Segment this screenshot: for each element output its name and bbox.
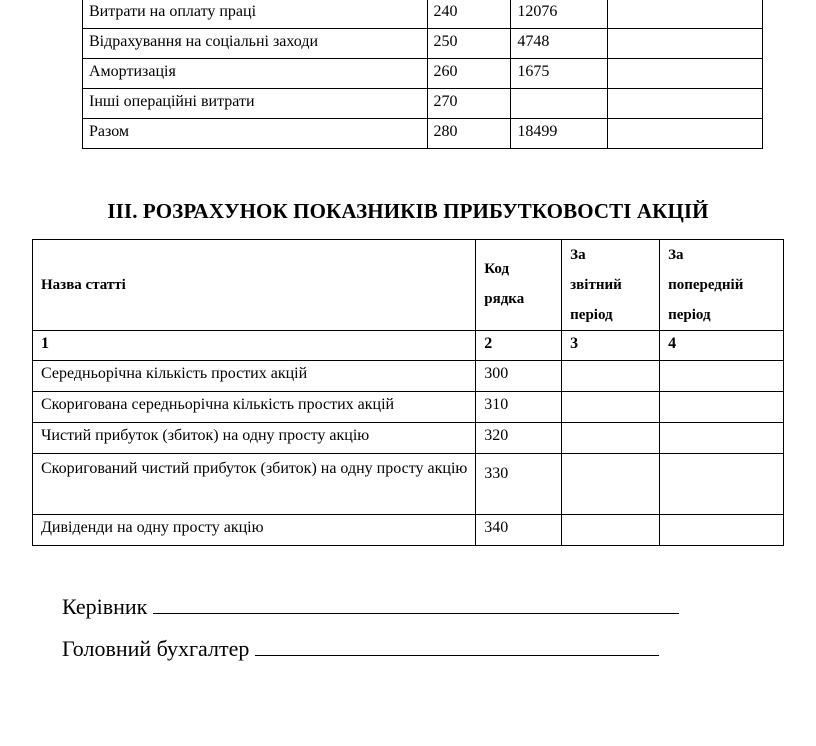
row-code: 340 <box>476 515 562 546</box>
header-previous-line: період <box>668 307 711 323</box>
column-number: 4 <box>660 331 784 361</box>
table-row <box>33 515 784 546</box>
accountant-signature-line <box>62 635 659 663</box>
expenses-table <box>82 0 763 149</box>
table-row <box>83 89 763 119</box>
row-code: 250 <box>427 29 511 59</box>
table-row <box>33 361 784 392</box>
column-number: 3 <box>562 331 660 361</box>
row-name: Відрахування на соціальні заходи <box>83 29 428 59</box>
header-previous-line: За <box>668 247 684 263</box>
row-current-value <box>562 423 660 454</box>
row-code: 300 <box>476 361 562 392</box>
header-current-line: За <box>570 247 586 263</box>
row-previous-value <box>608 29 763 59</box>
column-number-row <box>33 331 784 361</box>
row-code: 270 <box>427 89 511 119</box>
row-code: 320 <box>476 423 562 454</box>
row-name: Амортизація <box>83 59 428 89</box>
row-name: Скоригована середньорічна кількість простих акцій <box>33 392 476 423</box>
header-previous-period <box>660 240 784 331</box>
row-name: Скоригований чистий прибуток (збиток) на одну просту акцію <box>33 454 476 515</box>
header-name <box>33 240 476 331</box>
table-row <box>83 0 763 29</box>
row-previous-value <box>608 89 763 119</box>
row-previous-value <box>608 119 763 149</box>
table-row <box>83 59 763 89</box>
header-current-line: період <box>570 307 613 323</box>
director-label: Керівник <box>62 594 148 619</box>
row-current-value <box>562 392 660 423</box>
row-previous-value <box>660 392 784 423</box>
table-row <box>33 392 784 423</box>
accountant-label: Головний бухгалтер <box>62 636 250 661</box>
row-previous-value <box>608 0 763 29</box>
column-number: 2 <box>476 331 562 361</box>
row-name: Витрати на оплату праці <box>83 0 428 29</box>
director-signature-blank <box>153 593 679 614</box>
row-current-value: 18499 <box>511 119 608 149</box>
row-previous-value <box>660 423 784 454</box>
row-previous-value <box>608 59 763 89</box>
row-code: 260 <box>427 59 511 89</box>
row-current-value <box>511 89 608 119</box>
header-previous-line: попередній <box>668 277 744 293</box>
share-profitability-table <box>32 239 784 546</box>
table-row <box>83 119 763 149</box>
row-current-value <box>562 454 660 515</box>
header-code-line: Код <box>484 261 510 277</box>
row-code: 330 <box>476 454 562 515</box>
row-previous-value <box>660 361 784 392</box>
header-code-line: рядка <box>484 291 525 307</box>
row-current-value: 4748 <box>511 29 608 59</box>
table-row <box>33 423 784 454</box>
row-name: Інші операційні витрати <box>83 89 428 119</box>
row-name: Разом <box>83 119 428 149</box>
row-previous-value <box>660 515 784 546</box>
accountant-signature-blank <box>255 635 659 656</box>
table-header-row <box>33 240 784 331</box>
row-current-value <box>562 515 660 546</box>
row-current-value <box>562 361 660 392</box>
header-code <box>476 240 562 331</box>
row-current-value: 1675 <box>511 59 608 89</box>
row-name: Середньорічна кількість простих акцій <box>33 361 476 392</box>
table-row <box>33 454 784 515</box>
row-name: Дивіденди на одну просту акцію <box>33 515 476 546</box>
row-code: 310 <box>476 392 562 423</box>
column-number: 1 <box>33 331 476 361</box>
section-title: ІІІ. РОЗРАХУНОК ПОКАЗНИКІВ ПРИБУТКОВОСТІ АКЦІЙ <box>107 199 709 223</box>
row-code: 240 <box>427 0 511 29</box>
header-current-line: звітний <box>570 277 622 293</box>
row-code: 280 <box>427 119 511 149</box>
table-row <box>83 29 763 59</box>
row-current-value: 12076 <box>511 0 608 29</box>
header-current-period <box>562 240 660 331</box>
header-name-label: Назва статті <box>41 277 126 293</box>
row-previous-value <box>660 454 784 515</box>
row-name: Чистий прибуток (збиток) на одну просту акцію <box>33 423 476 454</box>
director-signature-line <box>62 593 679 621</box>
